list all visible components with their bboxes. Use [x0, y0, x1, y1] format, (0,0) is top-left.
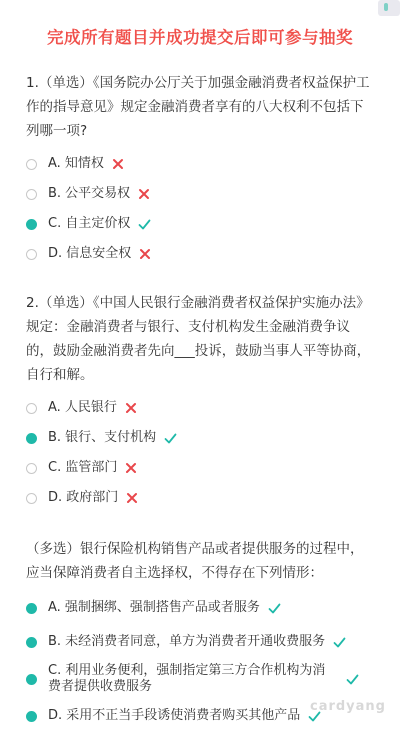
option-1c[interactable]	[26, 209, 374, 239]
radio-button-selected[interactable]	[26, 433, 37, 444]
question-1	[26, 71, 374, 269]
option-label: C. 自主定价权	[48, 216, 131, 231]
wrong-mark-icon	[112, 158, 124, 170]
check-mark-icon	[333, 637, 346, 648]
wrong-mark-icon	[126, 492, 138, 504]
radio-button[interactable]	[26, 463, 37, 474]
radio-button[interactable]	[26, 159, 37, 170]
option-2d[interactable]	[26, 483, 374, 513]
check-mark-icon	[138, 219, 151, 230]
option-1a[interactable]	[26, 149, 374, 179]
option-2a[interactable]	[26, 393, 374, 423]
option-label: C. 监管部门	[48, 460, 118, 475]
checkbox-selected[interactable]	[26, 637, 37, 648]
option-2b[interactable]	[26, 423, 374, 453]
radio-button[interactable]	[26, 249, 37, 260]
check-mark-icon	[268, 603, 281, 614]
option-3c[interactable]	[26, 659, 374, 699]
option-label: D. 政府部门	[48, 490, 119, 505]
option-label: A. 强制捆绑、强制搭售产品或者服务	[48, 600, 260, 615]
option-label: B. 未经消费者同意，单方为消费者开通收费服务	[48, 634, 326, 649]
radio-button-selected[interactable]	[26, 219, 37, 230]
option-1b[interactable]	[26, 179, 374, 209]
question-text: 1.（单选）《国务院办公厅关于加强金融消费者权益保护工作的指导意见》规定金融消费者享有的八大权利不包括下列哪一项?	[26, 75, 370, 139]
option-1d[interactable]	[26, 239, 374, 269]
checkbox-selected[interactable]	[26, 674, 37, 685]
question-2	[26, 291, 374, 513]
option-label: D. 信息安全权	[48, 246, 132, 261]
wrong-mark-icon	[139, 248, 151, 260]
option-label: A. 知情权	[48, 156, 104, 171]
page-title: 完成所有题目并成功提交后即可参与抽奖	[47, 28, 353, 47]
checkbox-selected[interactable]	[26, 603, 37, 614]
question-text: 2.（单选）《中国人民银行金融消费者权益保护实施办法》规定：金融消费者与银行、支付机构发生金融消费争议的，鼓励金融消费者先向___投诉，鼓励当事人平等协商，自行和解。	[26, 295, 371, 383]
option-label: C. 利用业务便利，强制指定第三方合作机构为消费者提供收费服务	[48, 663, 326, 694]
check-mark-icon	[164, 433, 177, 444]
option-3b[interactable]	[26, 625, 374, 659]
check-mark-icon	[346, 674, 359, 685]
radio-button[interactable]	[26, 403, 37, 414]
question-text: （多选）银行保险机构销售产品或者提供服务的过程中，应当保障消费者自主选择权，不得存在下列情形：	[26, 541, 364, 581]
option-label: B. 公平交易权	[48, 186, 131, 201]
wrong-mark-icon	[125, 402, 137, 414]
radio-button[interactable]	[26, 493, 37, 504]
option-label: D. 采用不正当手段诱使消费者购买其他产品	[48, 708, 301, 723]
radio-button[interactable]	[26, 189, 37, 200]
wrong-mark-icon	[138, 188, 150, 200]
option-2c[interactable]	[26, 453, 374, 483]
option-label: A. 人民银行	[48, 400, 117, 415]
option-3a[interactable]	[26, 591, 374, 625]
wrong-mark-icon	[125, 462, 137, 474]
watermark: cardyang	[309, 699, 386, 714]
option-label: B. 银行、支付机构	[48, 430, 157, 445]
